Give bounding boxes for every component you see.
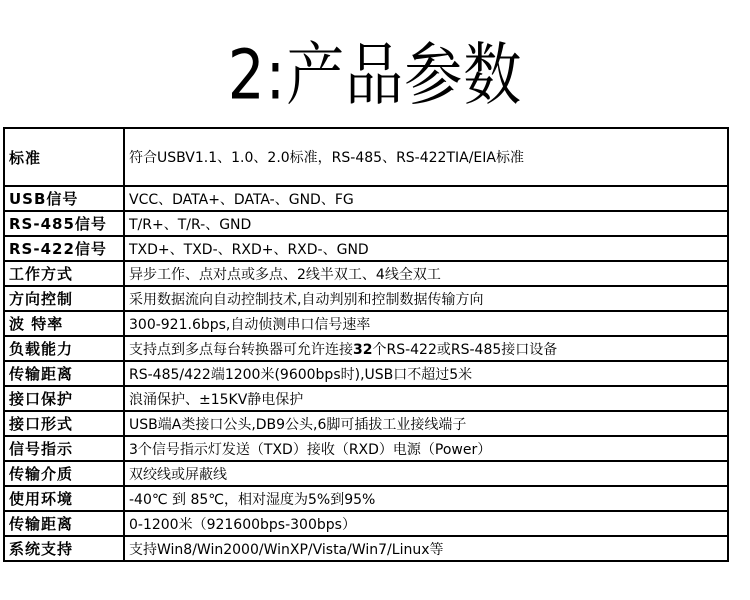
spec-label: 接口形式 <box>4 411 124 436</box>
spec-label: 标准 <box>4 128 124 186</box>
spec-value: 0-1200米（921600bps-300bps） <box>124 511 728 536</box>
spec-value: -40℃ 到 85℃，相对湿度为5%到95% <box>124 486 728 511</box>
table-row <box>4 186 728 211</box>
spec-value: 300-921.6bps,自动侦测串口信号速率 <box>124 311 728 336</box>
table-row <box>4 436 728 461</box>
table-row <box>4 536 728 561</box>
spec-label: USB信号 <box>4 186 124 211</box>
spec-value: 异步工作、点对点或多点、2线半双工、4线全双工 <box>124 261 728 286</box>
table-row <box>4 261 728 286</box>
spec-value <box>124 336 728 361</box>
table-row <box>4 286 728 311</box>
spec-label: 系统支持 <box>4 536 124 561</box>
spec-label: RS-422信号 <box>4 236 124 261</box>
spec-label: 负载能力 <box>4 336 124 361</box>
spec-value: 采用数据流向自动控制技术,自动判别和控制数据传输方向 <box>124 286 728 311</box>
spec-label: 波 特率 <box>4 311 124 336</box>
spec-label: 使用环境 <box>4 486 124 511</box>
page-title: 2:产品参数 <box>227 34 523 116</box>
spec-value-part: 支持点到多点每台转换器可允许连接 <box>129 341 353 358</box>
spec-value: 3个信号指示灯发送（TXD）接收（RXD）电源（Power） <box>124 436 728 461</box>
spec-label: 信号指示 <box>4 436 124 461</box>
spec-table <box>3 127 729 562</box>
table-row <box>4 236 728 261</box>
spec-value: TXD+、TXD-、RXD+、RXD-、GND <box>124 236 728 261</box>
table-row <box>4 336 728 361</box>
spec-label: 传输距离 <box>4 511 124 536</box>
spec-value: 支持Win8/Win2000/WinXP/Vista/Win7/Linux等 <box>124 536 728 561</box>
table-row <box>4 311 728 336</box>
table-row <box>4 511 728 536</box>
spec-value: 浪涌保护、±15KV静电保护 <box>124 386 728 411</box>
spec-value: 双绞线或屏蔽线 <box>124 461 728 486</box>
table-row <box>4 128 728 186</box>
spec-value: VCC、DATA+、DATA-、GND、FG <box>124 186 728 211</box>
spec-value: T/R+、T/R-、GND <box>124 211 728 236</box>
table-row <box>4 386 728 411</box>
spec-label: 传输距离 <box>4 361 124 386</box>
table-row <box>4 486 728 511</box>
table-row <box>4 361 728 386</box>
spec-value: 符合USBV1.1、1.0、2.0标准，RS-485、RS-422TIA/EIA标准 <box>124 128 728 186</box>
spec-value-part: 个RS-422或RS-485接口设备 <box>372 341 558 358</box>
spec-label: 接口保护 <box>4 386 124 411</box>
spec-label: 方向控制 <box>4 286 124 311</box>
table-row <box>4 461 728 486</box>
spec-value: RS-485/422端1200米(9600bps时),USB口不超过5米 <box>124 361 728 386</box>
table-row <box>4 211 728 236</box>
table-row <box>4 411 728 436</box>
spec-label: RS-485信号 <box>4 211 124 236</box>
spec-value-emphasis: 32 <box>353 341 373 358</box>
spec-label: 工作方式 <box>4 261 124 286</box>
spec-value: USB端A类接口公头,DB9公头,6脚可插拔工业接线端子 <box>124 411 728 436</box>
spec-label: 传输介质 <box>4 461 124 486</box>
